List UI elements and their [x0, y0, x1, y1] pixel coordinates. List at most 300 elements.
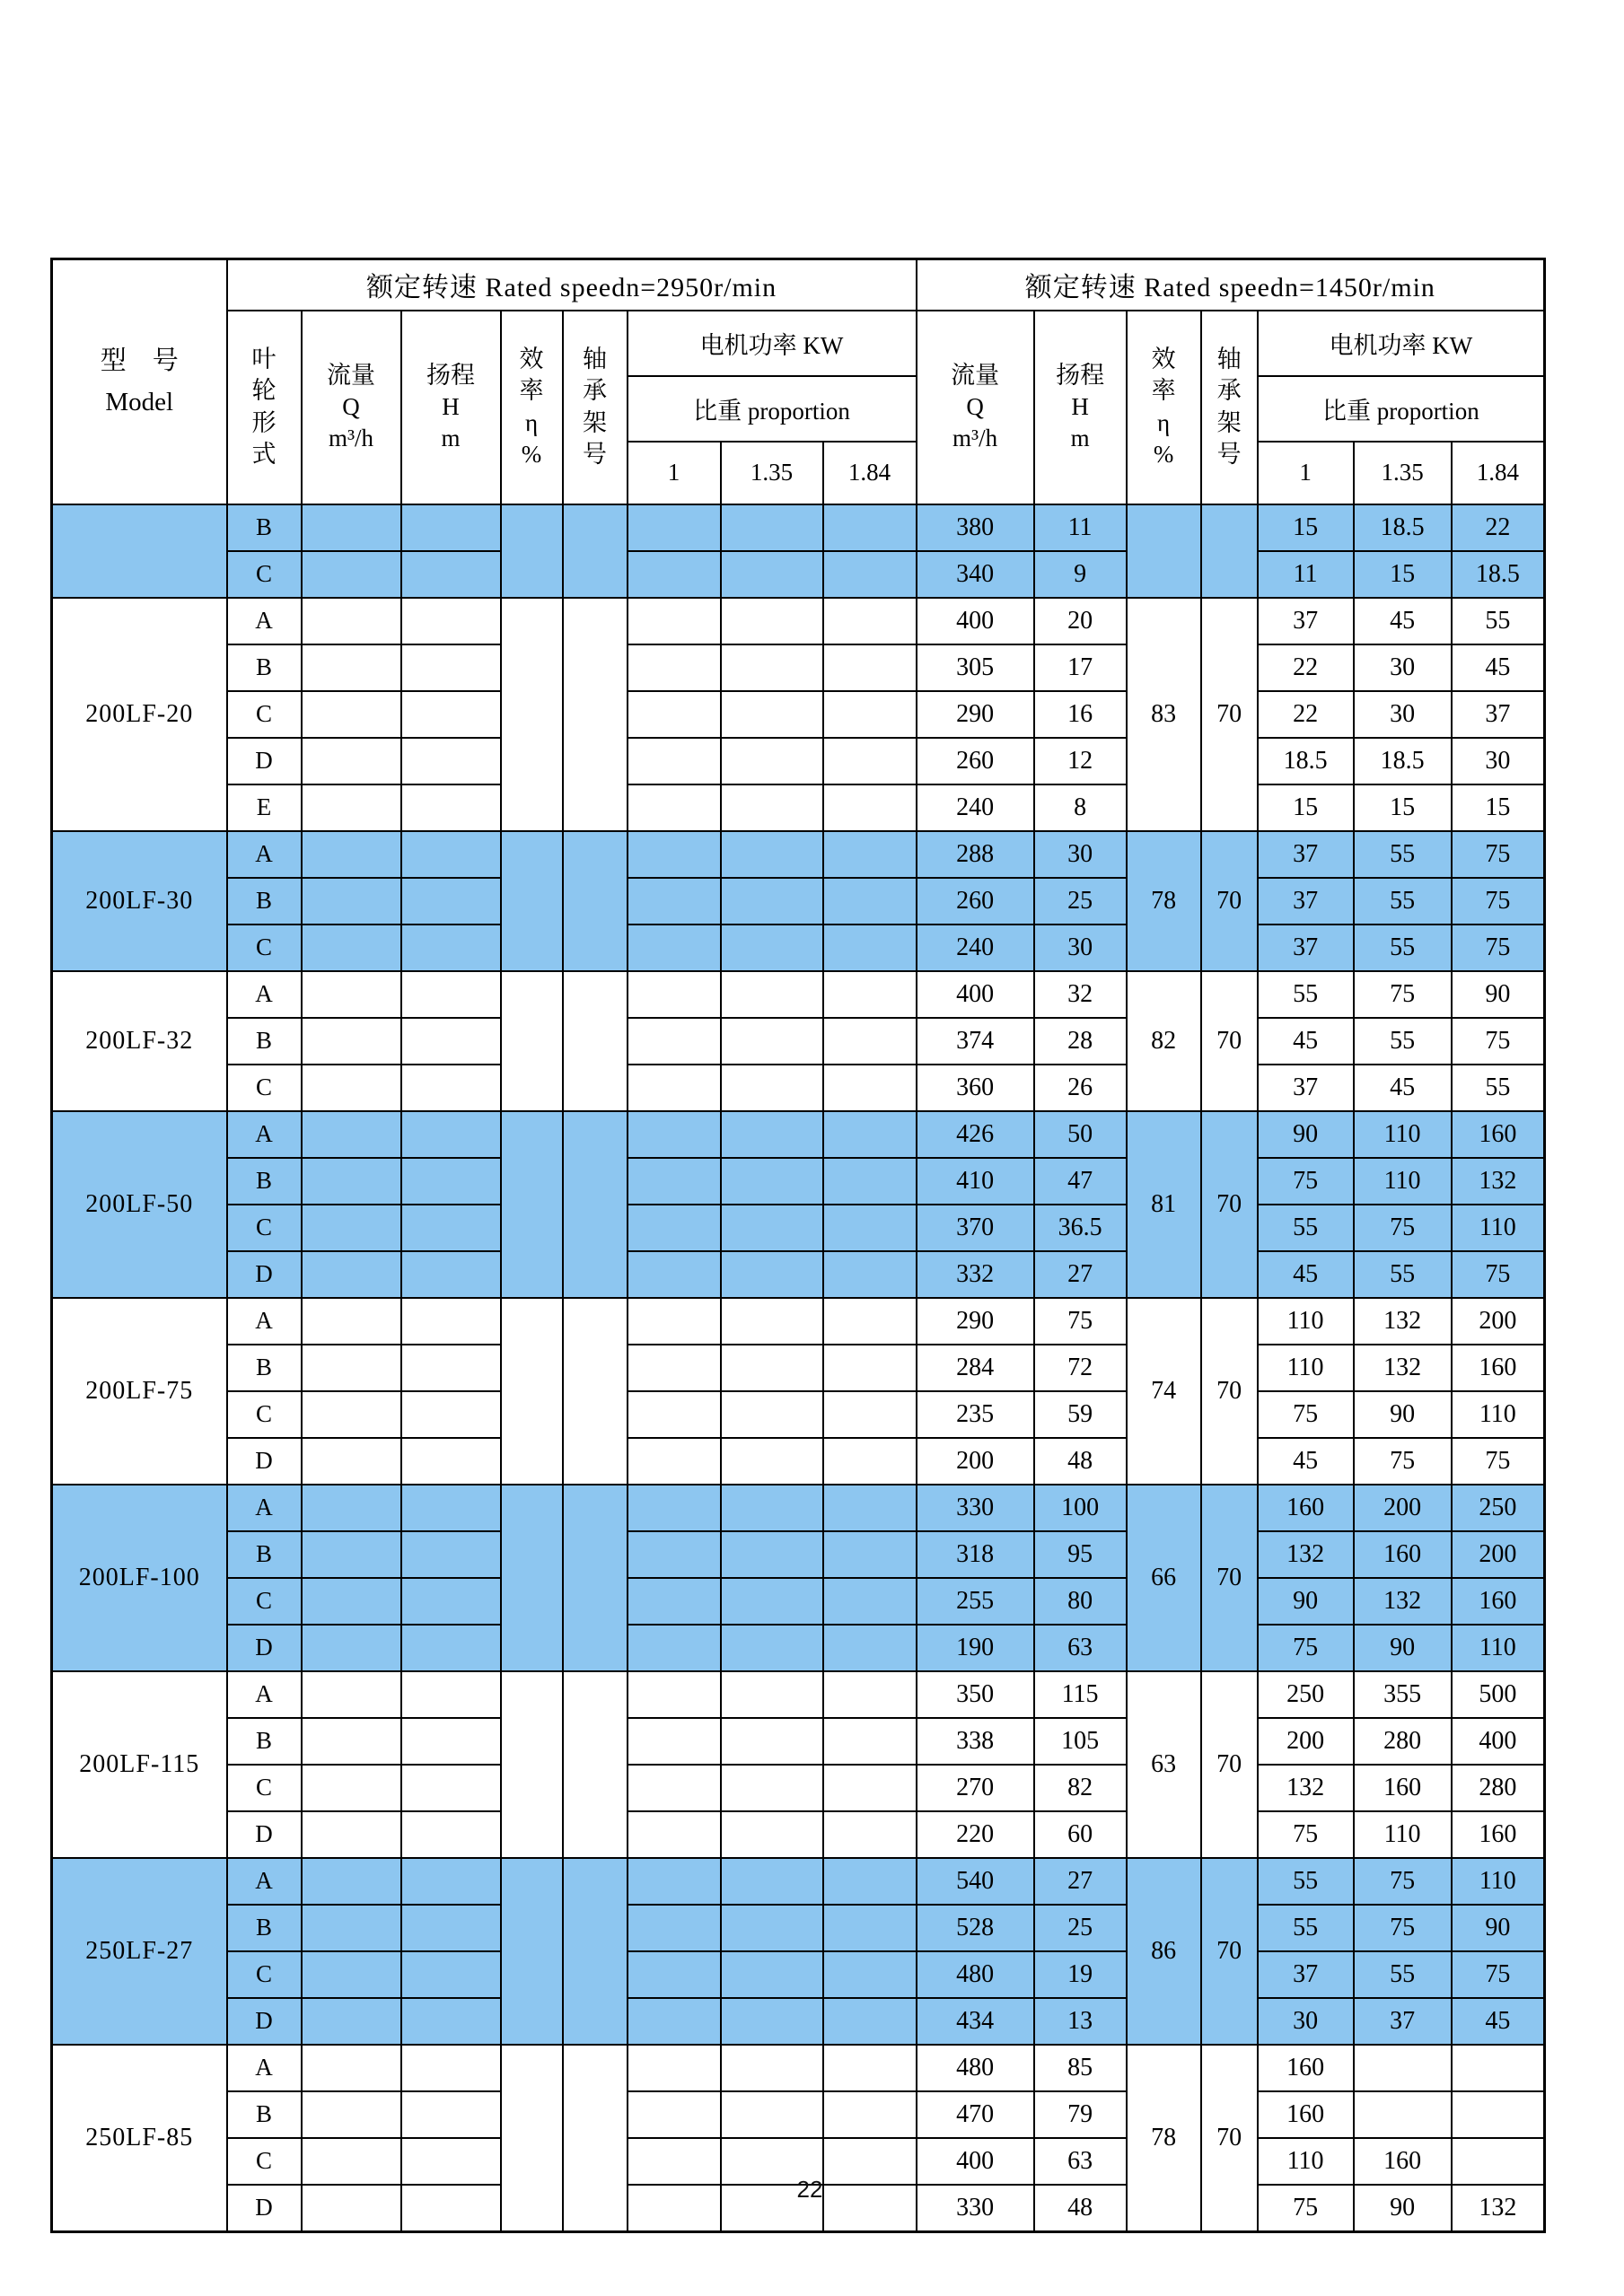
flow-1450-cell: 330 [917, 1485, 1034, 1531]
power-1450-ratio1-cell: 110 [1258, 2138, 1354, 2185]
power-2950-ratio135-cell [721, 1998, 823, 2045]
head-1450-cell: 17 [1034, 644, 1127, 691]
ratio-1-header-1450: 1 [1258, 442, 1354, 504]
flow-2950-cell [302, 1951, 401, 1998]
impeller-type-cell: D [227, 738, 302, 784]
flow-1450-cell: 240 [917, 784, 1034, 831]
power-1450-ratio184-cell: 250 [1452, 1485, 1545, 1531]
power-2950-ratio135-cell [721, 1205, 823, 1251]
bearing-1450-cell: 70 [1201, 1485, 1258, 1671]
power-2950-ratio184-cell [823, 1391, 917, 1438]
ratio-184-header-2950: 1.84 [823, 442, 917, 504]
table-row [52, 1905, 1545, 1951]
power-2950-ratio1-cell [628, 925, 721, 971]
head-1450-cell: 19 [1034, 1951, 1127, 1998]
head-1450-cell: 16 [1034, 691, 1127, 738]
efficiency-2950-cell [501, 971, 563, 1111]
table-row [52, 598, 1545, 644]
flow-1450-cell: 190 [917, 1625, 1034, 1671]
table-row [52, 971, 1545, 1018]
impeller-type-cell: B [227, 1018, 302, 1065]
power-1450-ratio135-cell: 45 [1354, 598, 1452, 644]
power-1450-ratio1-cell: 22 [1258, 644, 1354, 691]
power-2950-ratio135-cell [721, 551, 823, 598]
impeller-type-cell: E [227, 784, 302, 831]
bearing-1450-cell: 70 [1201, 2045, 1258, 2232]
flow-1450-cell: 528 [917, 1905, 1034, 1951]
power-2950-ratio135-cell [721, 1251, 823, 1298]
pump-spec-table [50, 258, 1546, 2233]
impeller-type-cell: B [227, 644, 302, 691]
power-1450-ratio135-cell: 160 [1354, 1765, 1452, 1811]
impeller-type-cell: C [227, 1951, 302, 1998]
flow-2950-cell [302, 1018, 401, 1065]
table-row [52, 1158, 1545, 1205]
impeller-type-cell: B [227, 1345, 302, 1391]
model-cell: 200LF-30 [52, 831, 227, 971]
efficiency-2950-cell [501, 1298, 563, 1485]
flow-2950-cell [302, 925, 401, 971]
efficiency-1450-cell: 74 [1127, 1298, 1201, 1485]
power-2950-ratio135-cell [721, 1671, 823, 1718]
power-1450-ratio1-cell: 37 [1258, 831, 1354, 878]
power-1450-ratio1-cell: 45 [1258, 1438, 1354, 1485]
power-2950-ratio135-cell [721, 971, 823, 1018]
power-1450-ratio184-cell: 132 [1452, 1158, 1545, 1205]
head-1450-cell: 13 [1034, 1998, 1127, 2045]
impeller-type-cell: C [227, 2138, 302, 2185]
head-2950-cell [401, 691, 501, 738]
table-row [52, 784, 1545, 831]
flow-2950-cell [302, 1485, 401, 1531]
power-2950-ratio135-cell [721, 1018, 823, 1065]
model-column-header [52, 259, 227, 504]
power-1450-ratio135-cell: 90 [1354, 1391, 1452, 1438]
power-2950-ratio1-cell [628, 2091, 721, 2138]
power-1450-ratio135-cell: 55 [1354, 925, 1452, 971]
flow-1450-cell: 240 [917, 925, 1034, 971]
bearing-1450-cell: 70 [1201, 1671, 1258, 1858]
impeller-type-cell: B [227, 2091, 302, 2138]
flow-1450-cell: 260 [917, 738, 1034, 784]
bearing-2950-cell [563, 598, 628, 831]
power-1450-ratio184-cell: 500 [1452, 1671, 1545, 1718]
power-1450-ratio135-cell: 160 [1354, 1531, 1452, 1578]
bearing-1450-cell: 70 [1201, 1298, 1258, 1485]
power-1450-ratio1-cell: 132 [1258, 1765, 1354, 1811]
power-2950-ratio1-cell [628, 1951, 721, 1998]
efficiency-1450-cell: 78 [1127, 2045, 1201, 2232]
head-2950-cell [401, 878, 501, 925]
impeller-type-cell: A [227, 971, 302, 1018]
table-row [52, 1811, 1545, 1858]
flow-1450-cell: 338 [917, 1718, 1034, 1765]
flow-2950-cell [302, 1718, 401, 1765]
head-2950-cell [401, 1251, 501, 1298]
power-2950-ratio135-cell [721, 1811, 823, 1858]
power-2950-ratio184-cell [823, 1998, 917, 2045]
model-cell: 200LF-75 [52, 1298, 227, 1485]
power-1450-ratio184-cell: 37 [1452, 691, 1545, 738]
flow-2950-cell [302, 2045, 401, 2091]
head-2950-cell [401, 831, 501, 878]
table-row [52, 1111, 1545, 1158]
power-2950-ratio135-cell [721, 1298, 823, 1345]
power-2950-ratio1-cell [628, 1251, 721, 1298]
power-2950-ratio1-cell [628, 1018, 721, 1065]
power-2950-ratio1-cell [628, 1205, 721, 1251]
power-2950-ratio135-cell [721, 784, 823, 831]
power-1450-ratio1-cell: 55 [1258, 1205, 1354, 1251]
power-1450-ratio184-cell: 110 [1452, 1391, 1545, 1438]
efficiency-2950-cell [501, 1485, 563, 1671]
head-2950-cell [401, 1718, 501, 1765]
power-1450-ratio184-cell: 280 [1452, 1765, 1545, 1811]
power-1450-ratio135-cell: 90 [1354, 1625, 1452, 1671]
power-1450-ratio135-cell: 15 [1354, 551, 1452, 598]
model-header-en: Model [105, 388, 174, 417]
head-1450-cell: 32 [1034, 971, 1127, 1018]
efficiency-2950-cell [501, 831, 563, 971]
power-1450-ratio1-cell: 45 [1258, 1018, 1354, 1065]
flow-1450-cell: 480 [917, 2045, 1034, 2091]
flow-1450-cell: 332 [917, 1251, 1034, 1298]
impeller-type-cell: C [227, 1578, 302, 1625]
flow-1450-cell: 288 [917, 831, 1034, 878]
head-header-2950: 扬程 H m [401, 311, 501, 504]
head-2950-cell [401, 504, 501, 551]
power-1450-ratio1-cell: 37 [1258, 1065, 1354, 1111]
power-2950-ratio184-cell [823, 1625, 917, 1671]
head-2950-cell [401, 644, 501, 691]
efficiency-2950-cell [501, 504, 563, 598]
power-2950-ratio1-cell [628, 1998, 721, 2045]
table-row [52, 644, 1545, 691]
head-2950-cell [401, 1298, 501, 1345]
power-1450-ratio135-cell: 37 [1354, 1998, 1452, 2045]
head-1450-cell: 80 [1034, 1578, 1127, 1625]
flow-2950-cell [302, 2091, 401, 2138]
efficiency-2950-cell [501, 1111, 563, 1298]
power-1450-ratio1-cell: 11 [1258, 551, 1354, 598]
power-1450-ratio184-cell [1452, 2045, 1545, 2091]
head-1450-cell: 63 [1034, 1625, 1127, 1671]
power-2950-ratio1-cell [628, 1531, 721, 1578]
bearing-2950-cell [563, 1485, 628, 1671]
power-1450-ratio184-cell: 132 [1452, 2185, 1545, 2232]
power-2950-ratio184-cell [823, 1578, 917, 1625]
power-1450-ratio135-cell: 132 [1354, 1578, 1452, 1625]
table-row [52, 551, 1545, 598]
speed-header-2950: 额定转速 Rated speedn=2950r/min [227, 259, 917, 311]
flow-2950-cell [302, 971, 401, 1018]
power-2950-ratio184-cell [823, 2091, 917, 2138]
power-2950-ratio184-cell [823, 1718, 917, 1765]
efficiency-2950-cell [501, 1671, 563, 1858]
power-1450-ratio135-cell: 75 [1354, 1905, 1452, 1951]
power-2950-ratio184-cell [823, 1111, 917, 1158]
power-2950-ratio184-cell [823, 1298, 917, 1345]
power-2950-ratio1-cell [628, 878, 721, 925]
power-2950-ratio184-cell [823, 925, 917, 971]
power-2950-ratio1-cell [628, 691, 721, 738]
bearing-header-2950: 轴 承 架 号 [563, 311, 628, 504]
head-1450-cell: 25 [1034, 878, 1127, 925]
efficiency-1450-cell: 81 [1127, 1111, 1201, 1298]
table-row [52, 1345, 1545, 1391]
power-1450-ratio1-cell: 75 [1258, 1158, 1354, 1205]
power-1450-ratio184-cell: 110 [1452, 1205, 1545, 1251]
flow-2950-cell [302, 1905, 401, 1951]
head-1450-cell: 60 [1034, 1811, 1127, 1858]
impeller-type-cell: B [227, 878, 302, 925]
impeller-type-cell: B [227, 1158, 302, 1205]
table-row [52, 1671, 1545, 1718]
flow-2950-cell [302, 1065, 401, 1111]
power-2950-ratio184-cell [823, 738, 917, 784]
power-2950-ratio135-cell [721, 1858, 823, 1905]
efficiency-2950-cell [501, 2045, 563, 2232]
flow-1450-cell: 318 [917, 1531, 1034, 1578]
flow-1450-cell: 410 [917, 1158, 1034, 1205]
flow-1450-cell: 400 [917, 2138, 1034, 2185]
power-1450-ratio135-cell: 90 [1354, 2185, 1452, 2232]
power-2950-ratio1-cell [628, 2185, 721, 2232]
power-1450-ratio184-cell: 75 [1452, 925, 1545, 971]
power-2950-ratio135-cell [721, 1625, 823, 1671]
head-1450-cell: 36.5 [1034, 1205, 1127, 1251]
flow-2950-cell [302, 1765, 401, 1811]
head-2950-cell [401, 925, 501, 971]
head-1450-cell: 20 [1034, 598, 1127, 644]
table-row [52, 1391, 1545, 1438]
power-1450-ratio1-cell: 75 [1258, 2185, 1354, 2232]
power-2950-ratio184-cell [823, 1951, 917, 1998]
flow-1450-cell: 426 [917, 1111, 1034, 1158]
bearing-1450-cell: 70 [1201, 1858, 1258, 2045]
power-1450-ratio184-cell: 15 [1452, 784, 1545, 831]
flow-2950-cell [302, 831, 401, 878]
power-1450-ratio135-cell: 355 [1354, 1671, 1452, 1718]
power-1450-ratio135-cell: 75 [1354, 971, 1452, 1018]
flow-1450-cell: 340 [917, 551, 1034, 598]
impeller-type-cell: C [227, 1205, 302, 1251]
flow-1450-cell: 220 [917, 1811, 1034, 1858]
table-row [52, 831, 1545, 878]
power-1450-ratio1-cell: 90 [1258, 1111, 1354, 1158]
head-2950-cell [401, 1765, 501, 1811]
power-2950-ratio1-cell [628, 1578, 721, 1625]
head-1450-cell: 27 [1034, 1251, 1127, 1298]
power-2950-ratio135-cell [721, 738, 823, 784]
flow-2950-cell [302, 551, 401, 598]
bearing-2950-cell [563, 1671, 628, 1858]
table-row [52, 925, 1545, 971]
power-1450-ratio1-cell: 30 [1258, 1998, 1354, 2045]
power-2950-ratio1-cell [628, 2045, 721, 2091]
efficiency-header-1450: 效 率 η % [1127, 311, 1201, 504]
ratio-1-header-2950: 1 [628, 442, 721, 504]
power-1450-ratio1-cell: 132 [1258, 1531, 1354, 1578]
flow-1450-cell: 350 [917, 1671, 1034, 1718]
motor-power-header-2950: 电机功率 KW [628, 311, 917, 376]
power-2950-ratio184-cell [823, 2045, 917, 2091]
table-row [52, 1858, 1545, 1905]
power-2950-ratio1-cell [628, 831, 721, 878]
bearing-1450-cell [1201, 504, 1258, 598]
head-1450-cell: 30 [1034, 831, 1127, 878]
power-1450-ratio1-cell: 75 [1258, 1391, 1354, 1438]
impeller-type-cell: B [227, 1905, 302, 1951]
power-2950-ratio184-cell [823, 831, 917, 878]
power-1450-ratio184-cell: 110 [1452, 1625, 1545, 1671]
power-1450-ratio1-cell: 160 [1258, 1485, 1354, 1531]
power-2950-ratio135-cell [721, 831, 823, 878]
impeller-type-cell: A [227, 1298, 302, 1345]
power-1450-ratio184-cell: 75 [1452, 878, 1545, 925]
power-1450-ratio1-cell: 55 [1258, 1905, 1354, 1951]
head-2950-cell [401, 971, 501, 1018]
table-row [52, 1251, 1545, 1298]
flow-2950-cell [302, 1158, 401, 1205]
impeller-type-cell: A [227, 2045, 302, 2091]
power-1450-ratio184-cell: 160 [1452, 1345, 1545, 1391]
power-2950-ratio184-cell [823, 1858, 917, 1905]
power-1450-ratio184-cell: 75 [1452, 1438, 1545, 1485]
power-2950-ratio135-cell [721, 1951, 823, 1998]
power-1450-ratio184-cell: 400 [1452, 1718, 1545, 1765]
power-2950-ratio135-cell [721, 598, 823, 644]
table-row [52, 1951, 1545, 1998]
power-2950-ratio1-cell [628, 598, 721, 644]
power-1450-ratio184-cell [1452, 2091, 1545, 2138]
power-1450-ratio184-cell: 75 [1452, 831, 1545, 878]
power-1450-ratio184-cell: 75 [1452, 1951, 1545, 1998]
power-1450-ratio135-cell: 55 [1354, 1251, 1452, 1298]
flow-2950-cell [302, 1251, 401, 1298]
power-1450-ratio184-cell: 18.5 [1452, 551, 1545, 598]
power-1450-ratio1-cell: 15 [1258, 504, 1354, 551]
head-1450-cell: 50 [1034, 1111, 1127, 1158]
impeller-type-cell: D [227, 1811, 302, 1858]
head-2950-cell [401, 2138, 501, 2185]
flow-1450-cell: 400 [917, 971, 1034, 1018]
head-2950-cell [401, 738, 501, 784]
flow-header-2950: 流量 Q m³/h [302, 311, 401, 504]
model-cell: 200LF-100 [52, 1485, 227, 1671]
impeller-type-cell: D [227, 1998, 302, 2045]
power-2950-ratio184-cell [823, 971, 917, 1018]
power-1450-ratio135-cell [1354, 2045, 1452, 2091]
flow-1450-cell: 235 [917, 1391, 1034, 1438]
head-1450-cell: 82 [1034, 1765, 1127, 1811]
power-2950-ratio1-cell [628, 551, 721, 598]
power-2950-ratio135-cell [721, 504, 823, 551]
power-2950-ratio1-cell [628, 784, 721, 831]
power-1450-ratio184-cell: 90 [1452, 1905, 1545, 1951]
head-header-1450: 扬程 H m [1034, 311, 1127, 504]
head-2950-cell [401, 2185, 501, 2232]
power-2950-ratio1-cell [628, 1485, 721, 1531]
page-number: 22 [796, 2176, 823, 2203]
impeller-type-cell: D [227, 1625, 302, 1671]
power-1450-ratio1-cell: 37 [1258, 598, 1354, 644]
table-row [52, 1485, 1545, 1531]
power-1450-ratio184-cell: 55 [1452, 598, 1545, 644]
impeller-type-cell: C [227, 1391, 302, 1438]
power-2950-ratio184-cell [823, 878, 917, 925]
power-2950-ratio135-cell [721, 1485, 823, 1531]
flow-1450-cell: 270 [917, 1765, 1034, 1811]
head-1450-cell: 28 [1034, 1018, 1127, 1065]
ratio-184-header-1450: 1.84 [1452, 442, 1545, 504]
model-header-zh: 型 号 [100, 346, 179, 375]
flow-2950-cell [302, 1531, 401, 1578]
flow-1450-cell: 305 [917, 644, 1034, 691]
power-1450-ratio1-cell: 22 [1258, 691, 1354, 738]
power-2950-ratio135-cell [721, 1111, 823, 1158]
flow-1450-cell: 380 [917, 504, 1034, 551]
head-1450-cell: 48 [1034, 1438, 1127, 1485]
flow-2950-cell [302, 1298, 401, 1345]
impeller-type-cell: B [227, 1531, 302, 1578]
bearing-2950-cell [563, 971, 628, 1111]
model-cell: 200LF-50 [52, 1111, 227, 1298]
bearing-1450-cell: 70 [1201, 598, 1258, 831]
table-row [52, 1765, 1545, 1811]
power-1450-ratio1-cell: 37 [1258, 925, 1354, 971]
flow-2950-cell [302, 1858, 401, 1905]
power-1450-ratio135-cell [1354, 2091, 1452, 2138]
power-1450-ratio1-cell: 160 [1258, 2091, 1354, 2138]
bearing-2950-cell [563, 2045, 628, 2232]
power-2950-ratio135-cell [721, 925, 823, 971]
flow-2950-cell [302, 1625, 401, 1671]
power-1450-ratio135-cell: 132 [1354, 1298, 1452, 1345]
impeller-type-cell: C [227, 925, 302, 971]
power-2950-ratio184-cell [823, 1531, 917, 1578]
bearing-1450-cell: 70 [1201, 971, 1258, 1111]
power-2950-ratio1-cell [628, 1671, 721, 1718]
power-2950-ratio1-cell [628, 644, 721, 691]
head-2950-cell [401, 598, 501, 644]
head-1450-cell: 9 [1034, 551, 1127, 598]
power-2950-ratio135-cell [721, 644, 823, 691]
head-2950-cell [401, 2091, 501, 2138]
power-2950-ratio1-cell [628, 1345, 721, 1391]
flow-1450-cell: 260 [917, 878, 1034, 925]
head-2950-cell [401, 1998, 501, 2045]
head-1450-cell: 30 [1034, 925, 1127, 971]
power-1450-ratio1-cell: 75 [1258, 1625, 1354, 1671]
power-1450-ratio1-cell: 90 [1258, 1578, 1354, 1625]
impeller-type-cell: A [227, 1485, 302, 1531]
power-2950-ratio135-cell [721, 1391, 823, 1438]
efficiency-1450-cell [1127, 504, 1201, 598]
power-1450-ratio184-cell: 45 [1452, 1998, 1545, 2045]
head-2950-cell [401, 1811, 501, 1858]
head-2950-cell [401, 1625, 501, 1671]
power-2950-ratio1-cell [628, 1065, 721, 1111]
power-1450-ratio184-cell: 45 [1452, 644, 1545, 691]
head-2950-cell [401, 1391, 501, 1438]
impeller-type-cell: D [227, 2185, 302, 2232]
power-2950-ratio184-cell [823, 1345, 917, 1391]
power-2950-ratio1-cell [628, 1298, 721, 1345]
power-1450-ratio184-cell: 160 [1452, 1111, 1545, 1158]
table-row [52, 878, 1545, 925]
flow-2950-cell [302, 1205, 401, 1251]
